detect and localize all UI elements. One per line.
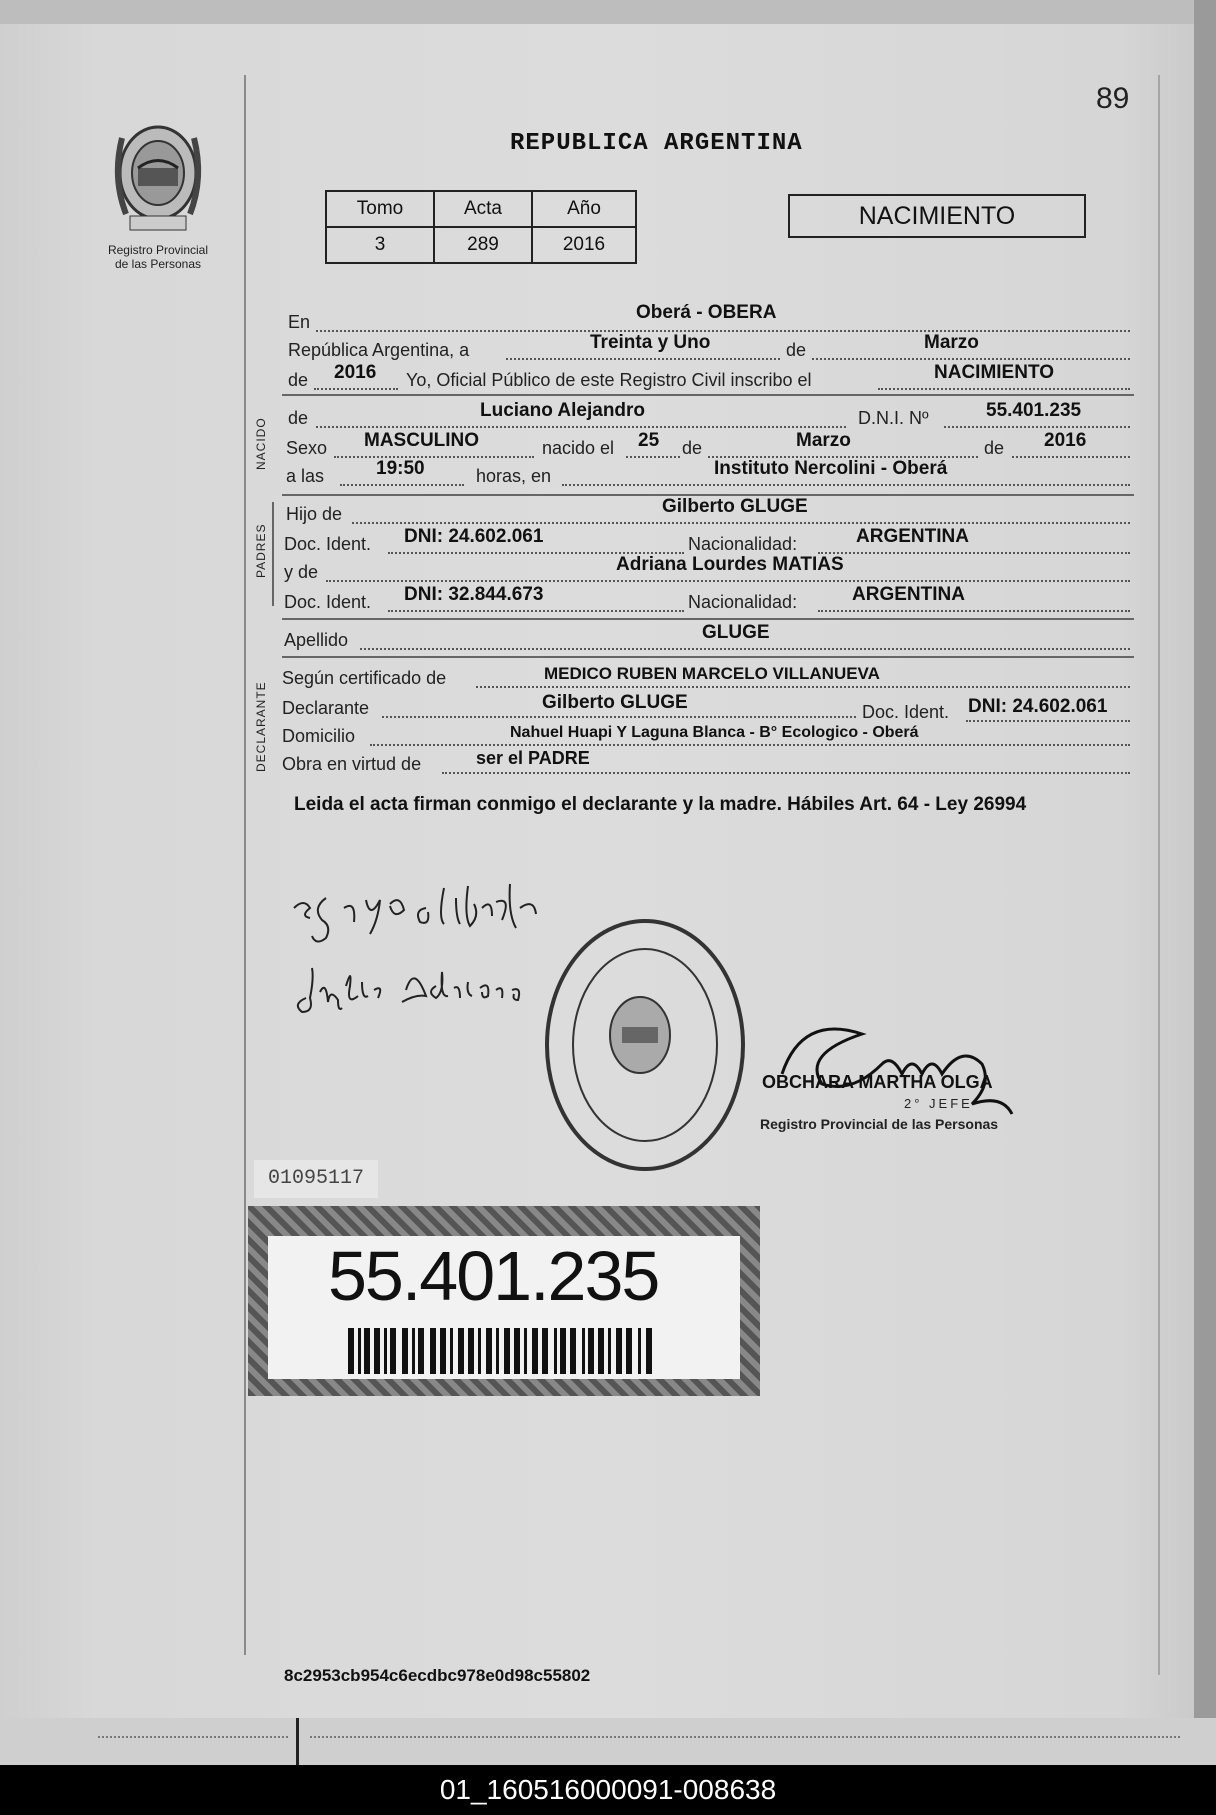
registry-seal-icon	[540, 915, 750, 1175]
document-hash: 8c2953cb954c6ecdbc978e0d98c55802	[284, 1666, 591, 1685]
bottom-separator	[296, 1718, 299, 1765]
dia-value: Treinta y Uno	[590, 332, 711, 353]
section-divider	[282, 618, 1134, 620]
anio-value: 2016	[532, 227, 636, 263]
padre-doc-value: DNI: 24.602.061	[404, 526, 544, 547]
madre-dots	[326, 580, 1130, 582]
scan-footer: 01_160516000091-008638	[0, 1765, 1216, 1815]
act-type-box: NACIMIENTO	[788, 194, 1086, 238]
madre-value: Adriana Lourdes MATIAS	[616, 554, 844, 575]
section-divider	[282, 394, 1134, 396]
certificado-dots	[476, 686, 1130, 688]
dni-value: 55.401.235	[986, 400, 1082, 421]
official-stamp	[540, 915, 750, 1180]
nacido-de-label: de	[288, 408, 309, 428]
sexo-value: MASCULINO	[364, 430, 480, 451]
apellido-dots	[360, 648, 1130, 650]
obra-value: ser el PADRE	[476, 748, 590, 768]
page-number: 89	[1096, 82, 1130, 115]
anio-nac-value: 2016	[1044, 430, 1087, 451]
nombre-value: Luciano Alejandro	[480, 400, 646, 421]
sheet-top-shadow	[0, 0, 1216, 24]
apellido-value: GLUGE	[702, 622, 770, 643]
de-label: de	[786, 340, 807, 360]
yo-text: Yo, Oficial Público de este Registro Civil inscribo el	[406, 370, 812, 390]
madre-doc-value: DNI: 32.844.673	[404, 584, 544, 605]
madre-nac-value: ARGENTINA	[852, 584, 965, 605]
domicilio-dots	[370, 744, 1130, 746]
hora-value: 19:50	[376, 458, 425, 479]
hijo-de-label: Hijo de	[286, 504, 343, 524]
padre-dots	[352, 522, 1130, 524]
padre-nac-dots	[818, 552, 1130, 554]
domicilio-label: Domicilio	[282, 726, 356, 746]
anio-header: Año	[532, 191, 636, 227]
tomo-value: 3	[326, 227, 434, 263]
certificado-label: Según certificado de	[282, 668, 447, 688]
legal-note: Leida el acta firman conmigo el declarante y la madre. Hábiles Art. 64 - Ley 26994	[294, 794, 1027, 815]
tomo-header: Tomo	[326, 191, 434, 227]
padre-doc-label: Doc. Ident.	[284, 534, 372, 554]
anio-dots	[314, 388, 398, 390]
sheet-edge-shadow	[1194, 0, 1216, 1765]
y-de-label: y de	[284, 562, 319, 582]
sexo-label: Sexo	[286, 438, 328, 458]
barcode-icon	[348, 1328, 658, 1374]
sexo-dots	[334, 456, 534, 458]
right-margin-rule	[1158, 75, 1160, 1675]
declarante-section-label: DECLARANTE	[254, 681, 268, 772]
registry-value-row	[326, 227, 636, 263]
domicilio-value: Nahuel Huapi Y Laguna Blanca - B° Ecologico - Oberá	[510, 724, 919, 741]
section-divider	[282, 656, 1134, 658]
dni-dots	[944, 426, 1130, 428]
dni-big-number: 55.401.235	[328, 1237, 659, 1315]
declarante-doc-value: DNI: 24.602.061	[968, 696, 1108, 717]
official-name: OBCHARA MARTHA OLGA	[762, 1072, 993, 1092]
lugar-value: Instituto Nercolini - Oberá	[714, 458, 948, 479]
document-title: REPUBLICA ARGENTINA	[510, 130, 803, 157]
anio-nac-dots	[1012, 456, 1130, 458]
madre-doc-dots	[388, 610, 684, 612]
declarante-value: Gilberto GLUGE	[542, 692, 688, 713]
padre-nac-label: Nacionalidad:	[688, 534, 798, 554]
acta-header: Acta	[434, 191, 532, 227]
a-las-label: a las	[286, 466, 325, 486]
obra-dots	[442, 772, 1130, 774]
dni-label-inner	[268, 1236, 740, 1379]
logo-caption-1: Registro Provincial	[107, 243, 209, 257]
lugar-dots	[562, 484, 1130, 486]
certificado-value: MEDICO RUBEN MARCELO VILLANUEVA	[544, 664, 880, 683]
mes-value: Marzo	[924, 332, 979, 353]
registry-logo	[96, 118, 220, 278]
logo-caption-2: de las Personas	[114, 257, 202, 271]
declarante-dots	[382, 716, 856, 718]
madre-doc-label: Doc. Ident.	[284, 592, 372, 612]
bottom-dots-right	[310, 1736, 1180, 1738]
horas-en-label: horas, en	[476, 466, 552, 486]
province-emblem-icon	[108, 118, 208, 238]
dia-nac-dots	[626, 456, 680, 458]
official-role: 2° JEFE	[904, 1096, 973, 1111]
nacido-el-label: nacido el	[542, 438, 615, 458]
obra-label: Obra en virtud de	[282, 754, 422, 774]
official-office: Registro Provincial de las Personas	[760, 1116, 999, 1132]
madre-nac-label: Nacionalidad:	[688, 592, 798, 612]
hora-dots	[340, 484, 464, 486]
dni-label: D.N.I. Nº	[858, 408, 929, 428]
dia-nac-value: 25	[638, 430, 660, 451]
en-value: Oberá - OBERA	[636, 302, 777, 323]
declarante-doc-label: Doc. Ident.	[862, 702, 950, 722]
padre-value: Gilberto GLUGE	[662, 496, 808, 517]
en-dots	[316, 330, 1130, 332]
en-label: En	[288, 312, 311, 332]
left-margin-rule	[244, 75, 246, 1655]
registry-table	[325, 190, 637, 264]
inscribo-value: NACIMIENTO	[934, 362, 1054, 383]
nac-de2-label: de	[984, 438, 1005, 458]
nacido-section-label: NACIDO	[254, 417, 268, 470]
declarante-doc-dots	[966, 720, 1130, 722]
registry-header-row	[326, 191, 636, 227]
padres-bracket	[272, 502, 274, 606]
dia-dots	[506, 358, 780, 360]
nombre-dots	[316, 426, 846, 428]
acta-value: 289	[434, 227, 532, 263]
mes-dots	[812, 358, 1130, 360]
de2-label: de	[288, 370, 309, 390]
bottom-strip	[0, 1718, 1216, 1765]
mes-nac-value: Marzo	[796, 430, 851, 451]
dni-barcode-label	[248, 1206, 760, 1396]
inscribo-dots	[878, 388, 1130, 390]
madre-nac-dots	[818, 610, 1130, 612]
declarante-label: Declarante	[282, 698, 370, 718]
padres-section-label: PADRES	[254, 523, 268, 578]
padre-nac-value: ARGENTINA	[856, 526, 969, 547]
bottom-dots-left	[98, 1736, 288, 1738]
serial-number: 01095117	[254, 1160, 378, 1198]
apellido-label: Apellido	[284, 630, 349, 650]
nac-de1-label: de	[682, 438, 703, 458]
republica-label: República Argentina, a	[288, 340, 470, 360]
anio-header-value: 2016	[334, 362, 377, 383]
